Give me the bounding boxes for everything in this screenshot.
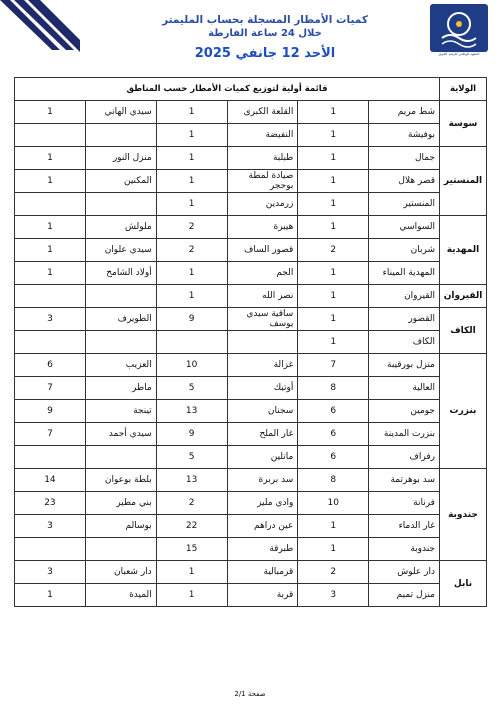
station-name: سيدي أحمد xyxy=(85,423,156,446)
rainfall-value: 10 xyxy=(156,354,227,377)
rainfall-value: 1 xyxy=(156,193,227,216)
station-name: بني مطير xyxy=(85,492,156,515)
rainfall-value: 1 xyxy=(156,285,227,308)
rainfall-value: 1 xyxy=(298,147,369,170)
station-name: المنستير xyxy=(369,193,440,216)
station-name: العزيب xyxy=(85,354,156,377)
rainfall-value: 1 xyxy=(156,124,227,147)
table-row xyxy=(15,400,487,423)
rainfall-value: 1 xyxy=(298,515,369,538)
station-name: صيادة لمطة بوحجر xyxy=(227,170,298,193)
rainfall-value: 2 xyxy=(298,239,369,262)
rainfall-value: 1 xyxy=(298,193,369,216)
rainfall-value: 1 xyxy=(298,170,369,193)
station-name: بوفيشة xyxy=(369,124,440,147)
column-header-title: قائمة أولية لتوزيع كميات الأمطار حسب المناطق xyxy=(15,78,440,101)
table-row xyxy=(15,515,487,538)
station-name xyxy=(85,193,156,216)
rainfall-value: 13 xyxy=(156,400,227,423)
station-name: العالية xyxy=(369,377,440,400)
station-name: دار علوش xyxy=(369,561,440,584)
station-name: غار الملح xyxy=(227,423,298,446)
station-name: غار الدماء xyxy=(369,515,440,538)
table-row xyxy=(15,423,487,446)
governorate-cell: القيروان xyxy=(440,285,487,308)
governorate-cell: المهدية xyxy=(440,216,487,285)
table-row xyxy=(15,124,487,147)
station-name: نصر الله xyxy=(227,285,298,308)
table-row xyxy=(15,285,487,308)
rainfall-value: 2 xyxy=(298,561,369,584)
station-name: فرنانة xyxy=(369,492,440,515)
station-name xyxy=(85,285,156,308)
station-name: قرمبالية xyxy=(227,561,298,584)
station-name: بوسالم xyxy=(85,515,156,538)
station-name: عين دراهم xyxy=(227,515,298,538)
rainfall-value xyxy=(15,538,86,561)
rainfall-value: 3 xyxy=(15,515,86,538)
table-row xyxy=(15,538,487,561)
rainfall-value xyxy=(15,124,86,147)
governorate-cell: المنستير xyxy=(440,147,487,216)
table-row xyxy=(15,262,487,285)
station-name: قربة xyxy=(227,584,298,607)
institute-logo xyxy=(430,4,488,52)
table-row xyxy=(15,193,487,216)
rainfall-value: 1 xyxy=(15,147,86,170)
station-name: قصر هلال xyxy=(369,170,440,193)
station-name: سد بوهرتمة xyxy=(369,469,440,492)
station-name: القيروان xyxy=(369,285,440,308)
report-date: الأحد 12 جانفي 2025 xyxy=(194,46,336,61)
station-name: سد بربرة xyxy=(227,469,298,492)
rainfall-value: 3 xyxy=(15,561,86,584)
table-row xyxy=(15,377,487,400)
station-name: السواسي xyxy=(369,216,440,239)
rainfall-value: 6 xyxy=(298,423,369,446)
table-row xyxy=(15,492,487,515)
table-header-row xyxy=(15,78,487,101)
rainfall-value: 1 xyxy=(156,262,227,285)
rainfall-value: 10 xyxy=(298,492,369,515)
rainfall-value: 1 xyxy=(298,285,369,308)
rainfall-value: 1 xyxy=(298,308,369,331)
station-name: الجم xyxy=(227,262,298,285)
station-name: القلعة الكبرى xyxy=(227,101,298,124)
rainfall-value: 8 xyxy=(298,377,369,400)
rainfall-value: 1 xyxy=(15,101,86,124)
table-row xyxy=(15,239,487,262)
rainfall-value: 1 xyxy=(156,584,227,607)
rainfall-value: 1 xyxy=(15,239,86,262)
station-name: قصور الساف xyxy=(227,239,298,262)
rainfall-value xyxy=(15,331,86,354)
table-row xyxy=(15,354,487,377)
logo-caption: المعهد الوطني للرصد الجوي xyxy=(438,52,480,56)
rainfall-value: 6 xyxy=(298,446,369,469)
rainfall-value: 9 xyxy=(156,308,227,331)
rainfall-value xyxy=(156,331,227,354)
governorate-cell: بنزرت xyxy=(440,354,487,469)
governorate-cell: نابل xyxy=(440,561,487,607)
governorate-cell: جندوبة xyxy=(440,469,487,561)
station-name: غزالة xyxy=(227,354,298,377)
rainfall-value: 3 xyxy=(15,308,86,331)
rainfall-value: 15 xyxy=(156,538,227,561)
rainfall-value: 8 xyxy=(298,469,369,492)
station-name: أولاد الشامخ xyxy=(85,262,156,285)
station-name: شط مريم xyxy=(369,101,440,124)
station-name: ماطر xyxy=(85,377,156,400)
rainfall-value: 7 xyxy=(15,377,86,400)
station-name: جومين xyxy=(369,400,440,423)
page-subtitle: خلال 24 ساعة الفارطة xyxy=(208,28,322,39)
page-number: صفحة 2/1 xyxy=(234,690,266,698)
rainfall-value: 23 xyxy=(15,492,86,515)
station-name: سيدي الهاني xyxy=(85,101,156,124)
station-name: هيبرة xyxy=(227,216,298,239)
station-name: المهدية الميناء xyxy=(369,262,440,285)
station-name: جندوبة xyxy=(369,538,440,561)
rainfall-value: 2 xyxy=(156,492,227,515)
rainfall-value: 1 xyxy=(156,101,227,124)
station-name: تينجة xyxy=(85,400,156,423)
page-title: كميات الأمطار المسجلة بحساب المليمتر xyxy=(162,14,368,26)
rainfall-value: 2 xyxy=(156,239,227,262)
station-name: المكنين xyxy=(85,170,156,193)
governorate-cell: الكاف xyxy=(440,308,487,354)
table-row xyxy=(15,101,487,124)
station-name: منزل النور xyxy=(85,147,156,170)
station-name xyxy=(85,538,156,561)
station-name: طبرقة xyxy=(227,538,298,561)
station-name xyxy=(85,331,156,354)
table-row xyxy=(15,331,487,354)
station-name: ملولش xyxy=(85,216,156,239)
station-name xyxy=(85,446,156,469)
rainfall-value: 9 xyxy=(156,423,227,446)
station-name: بلطة بوعوان xyxy=(85,469,156,492)
rainfall-value: 3 xyxy=(298,584,369,607)
station-name xyxy=(85,124,156,147)
rainfall-value: 1 xyxy=(156,147,227,170)
station-name: أوتيك xyxy=(227,377,298,400)
rainfall-value: 1 xyxy=(298,331,369,354)
rainfall-value: 14 xyxy=(15,469,86,492)
station-name: ساقية سيدي يوسف xyxy=(227,308,298,331)
rainfall-value: 1 xyxy=(156,170,227,193)
rainfall-table xyxy=(14,77,487,607)
table-row xyxy=(15,147,487,170)
table-row xyxy=(15,170,487,193)
station-name: الطويرف xyxy=(85,308,156,331)
station-name xyxy=(227,331,298,354)
rainfall-value xyxy=(15,446,86,469)
governorate-cell: سوسة xyxy=(440,101,487,147)
rainfall-value: 1 xyxy=(298,101,369,124)
rainfall-value: 9 xyxy=(15,400,86,423)
rainfall-value: 7 xyxy=(298,354,369,377)
station-name: بنزرت المدينة xyxy=(369,423,440,446)
rainfall-value: 1 xyxy=(298,262,369,285)
decorative-stripes xyxy=(0,0,90,60)
rainfall-value: 6 xyxy=(298,400,369,423)
rainfall-value: 1 xyxy=(15,262,86,285)
rainfall-value: 1 xyxy=(156,561,227,584)
table-row xyxy=(15,446,487,469)
station-name: جمال xyxy=(369,147,440,170)
rainfall-value: 1 xyxy=(15,170,86,193)
rainfall-value: 22 xyxy=(156,515,227,538)
rainfall-value: 1 xyxy=(298,216,369,239)
rainfall-value: 6 xyxy=(15,354,86,377)
rainfall-value: 1 xyxy=(298,124,369,147)
station-name: النفيضة xyxy=(227,124,298,147)
station-name: سيدي علوان xyxy=(85,239,156,262)
station-name: وادي مليز xyxy=(227,492,298,515)
rainfall-value: 1 xyxy=(15,216,86,239)
station-name: ماتلين xyxy=(227,446,298,469)
rainfall-value: 5 xyxy=(156,446,227,469)
station-name: الكاف xyxy=(369,331,440,354)
station-name: القصور xyxy=(369,308,440,331)
station-name: منزل بورقيبة xyxy=(369,354,440,377)
rainfall-value: 7 xyxy=(15,423,86,446)
rainfall-value: 2 xyxy=(156,216,227,239)
table-row xyxy=(15,469,487,492)
rainfall-value: 13 xyxy=(156,469,227,492)
station-name: دار شعبان xyxy=(85,561,156,584)
station-name: الميدة xyxy=(85,584,156,607)
table-row xyxy=(15,308,487,331)
rainfall-value xyxy=(15,193,86,216)
column-header-governorate: الولاية xyxy=(440,78,487,101)
rainfall-value: 1 xyxy=(15,584,86,607)
station-name: منزل تميم xyxy=(369,584,440,607)
station-name: طبلبة xyxy=(227,147,298,170)
table-row xyxy=(15,216,487,239)
station-name: سجنان xyxy=(227,400,298,423)
station-name: زرمدين xyxy=(227,193,298,216)
table-row xyxy=(15,561,487,584)
station-name: شربان xyxy=(369,239,440,262)
rainfall-value: 5 xyxy=(156,377,227,400)
station-name: رفراف xyxy=(369,446,440,469)
rainfall-value: 1 xyxy=(298,538,369,561)
table-row xyxy=(15,584,487,607)
rainfall-value xyxy=(15,285,86,308)
